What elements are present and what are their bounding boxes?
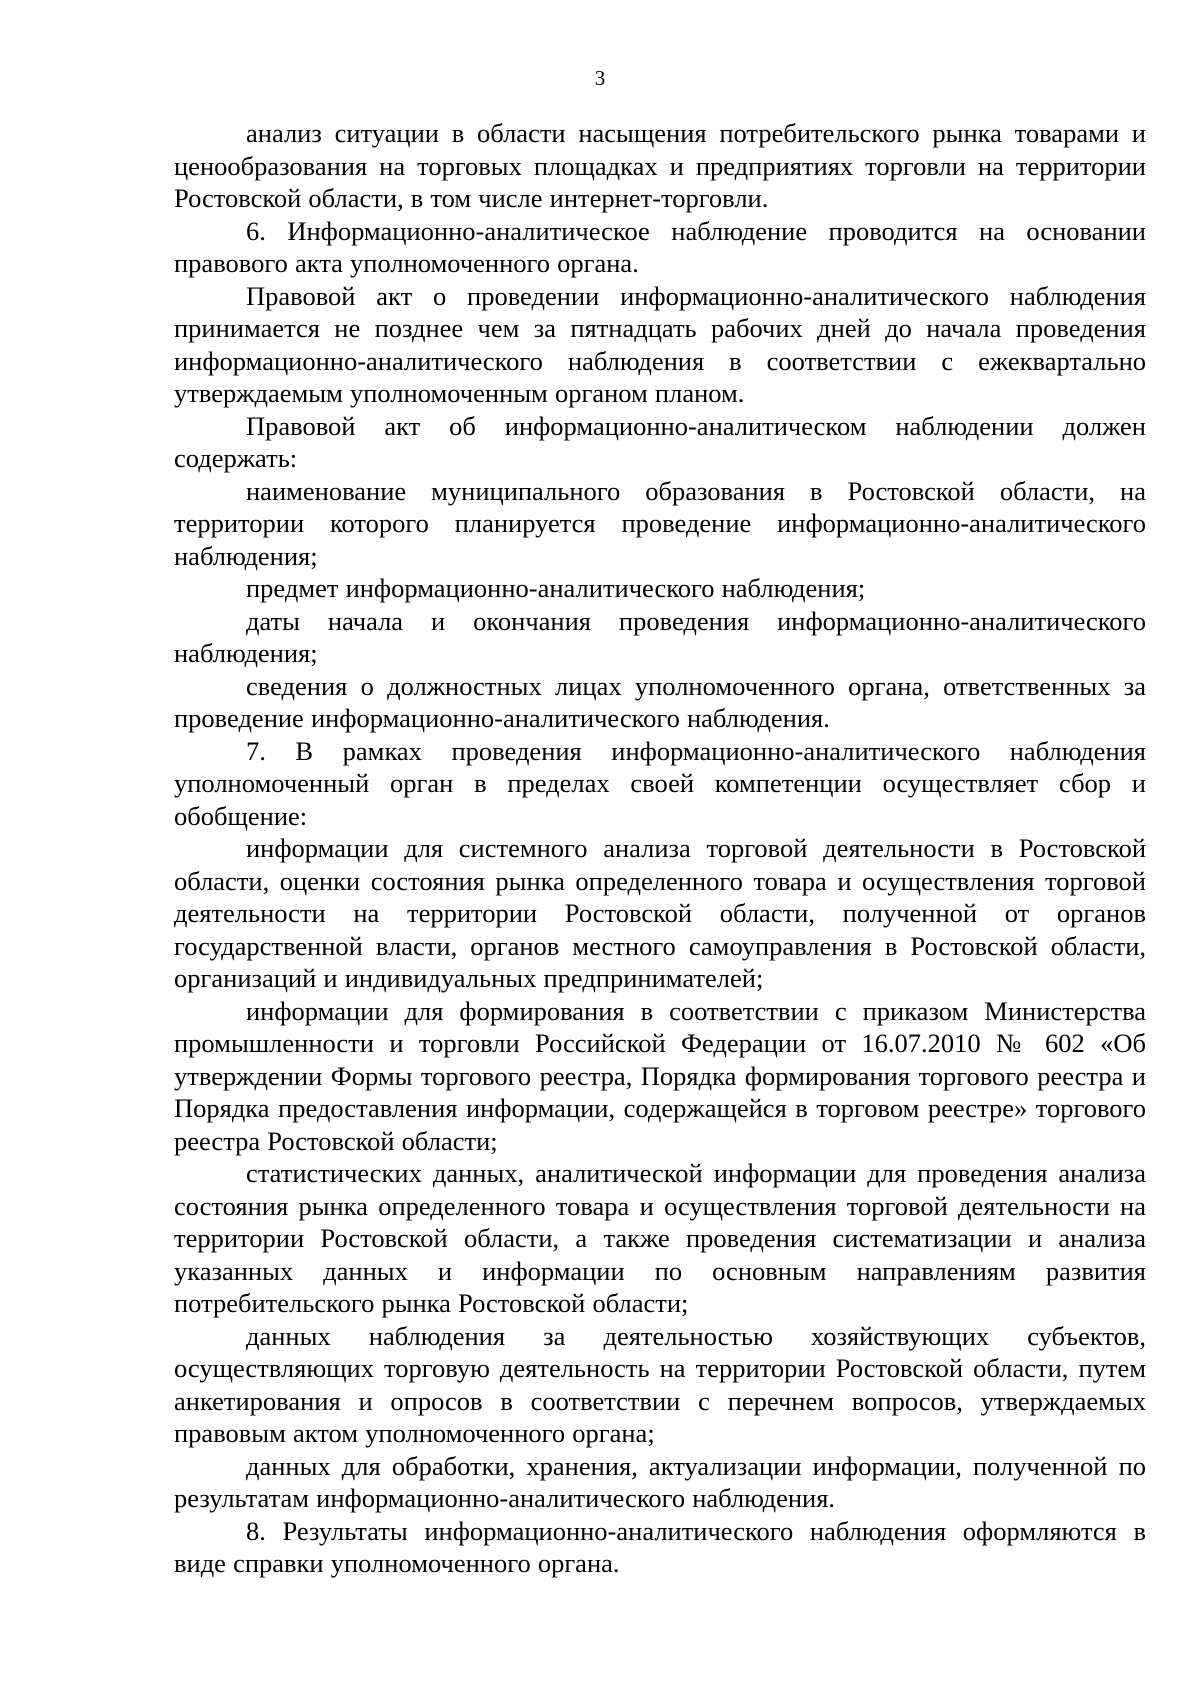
paragraph-7-collection: 7. В рамках проведения информационно-аналитического наблюдения уполномоченный орган в пределах своей компетенции осуществляет сбор и обобщение: bbox=[174, 735, 1146, 831]
list-item-processing-data: данных для обработки, хранения, актуализации информации, полученной по результатам информационно-аналитического наблюдения. bbox=[174, 1450, 1146, 1513]
list-item-municipality: наименование муниципального образования в Ростовской области, на территории которого планируется проведение информационно-аналитического наблюдения; bbox=[174, 475, 1146, 571]
paragraph-legal-act-timing: Правовой акт о проведении информационно-аналитического наблюдения принимается не позднее чем за пятнадцать рабочих дней до начала проведения информационно-аналитического наблюдения в соответствии с ежеквартально утверждаемым уполномоченным органом планом. bbox=[174, 280, 1146, 408]
list-item-observation-data: данных наблюдения за деятельностью хозяйствующих субъектов, осуществляющих торговую деятельность на территории Ростовской области, путем анкетирования и опросов в соответствии с перечнем вопросов, утверждаемых правовым актом уполномоченного органа; bbox=[174, 1320, 1146, 1448]
paragraph-analysis-situation: анализ ситуации в области насыщения потребительского рынка товарами и ценообразования на торговых площадках и предприятиях торговли на территории Ростовской области, в том числе интернет-торговли. bbox=[174, 118, 1146, 213]
document-body bbox=[174, 117, 1146, 1580]
list-item-dates: даты начала и окончания проведения информационно-аналитического наблюдения; bbox=[174, 605, 1146, 668]
list-item-system-analysis-info: информации для системного анализа торговой деятельности в Ростовской области, оценки состояния рынка определенного товара и осуществления торговой деятельности на территории Ростовской области, полученной от органов государственной власти, органов местного самоуправления в Ростовской области, организаций и индивидуальных предпринимателей; bbox=[174, 833, 1146, 993]
list-item-officials: сведения о должностных лицах уполномоченного органа, ответственных за проведение информационно-аналитического наблюдения. bbox=[174, 670, 1146, 733]
page-number: 3 bbox=[594, 66, 606, 90]
paragraph-8-results: 8. Результаты информационно-аналитического наблюдения оформляются в виде справки уполномоченного органа. bbox=[174, 1515, 1146, 1578]
paragraph-6-legal-basis: 6. Информационно-аналитическое наблюдение проводится на основании правового акта уполномоченного органа. bbox=[174, 215, 1146, 278]
list-item-trade-register-info: информации для формирования в соответствии с приказом Министерства промышленности и торговли Российской Федерации от 16.07.2010 № 602 «Об утверждении Формы торгового реестра, Порядка формирования торгового реестра и Порядка предоставления информации, содержащейся в торговом реестре» торгового реестра Ростовской области; bbox=[174, 995, 1146, 1156]
list-item-statistical-data: статистических данных, аналитической информации для проведения анализа состояния рынка определенного товара и осуществления торговой деятельности на территории Ростовской области, а также проведения систематизации и анализа указанных данных и информации по основным направлениям развития потребительского рынка Ростовской области; bbox=[174, 1158, 1146, 1318]
list-item-subject: предмет информационно-аналитического наблюдения; bbox=[246, 573, 866, 603]
paragraph-legal-act-content-intro: Правовой акт об информационно-аналитическом наблюдении должен содержать: bbox=[174, 410, 1146, 473]
